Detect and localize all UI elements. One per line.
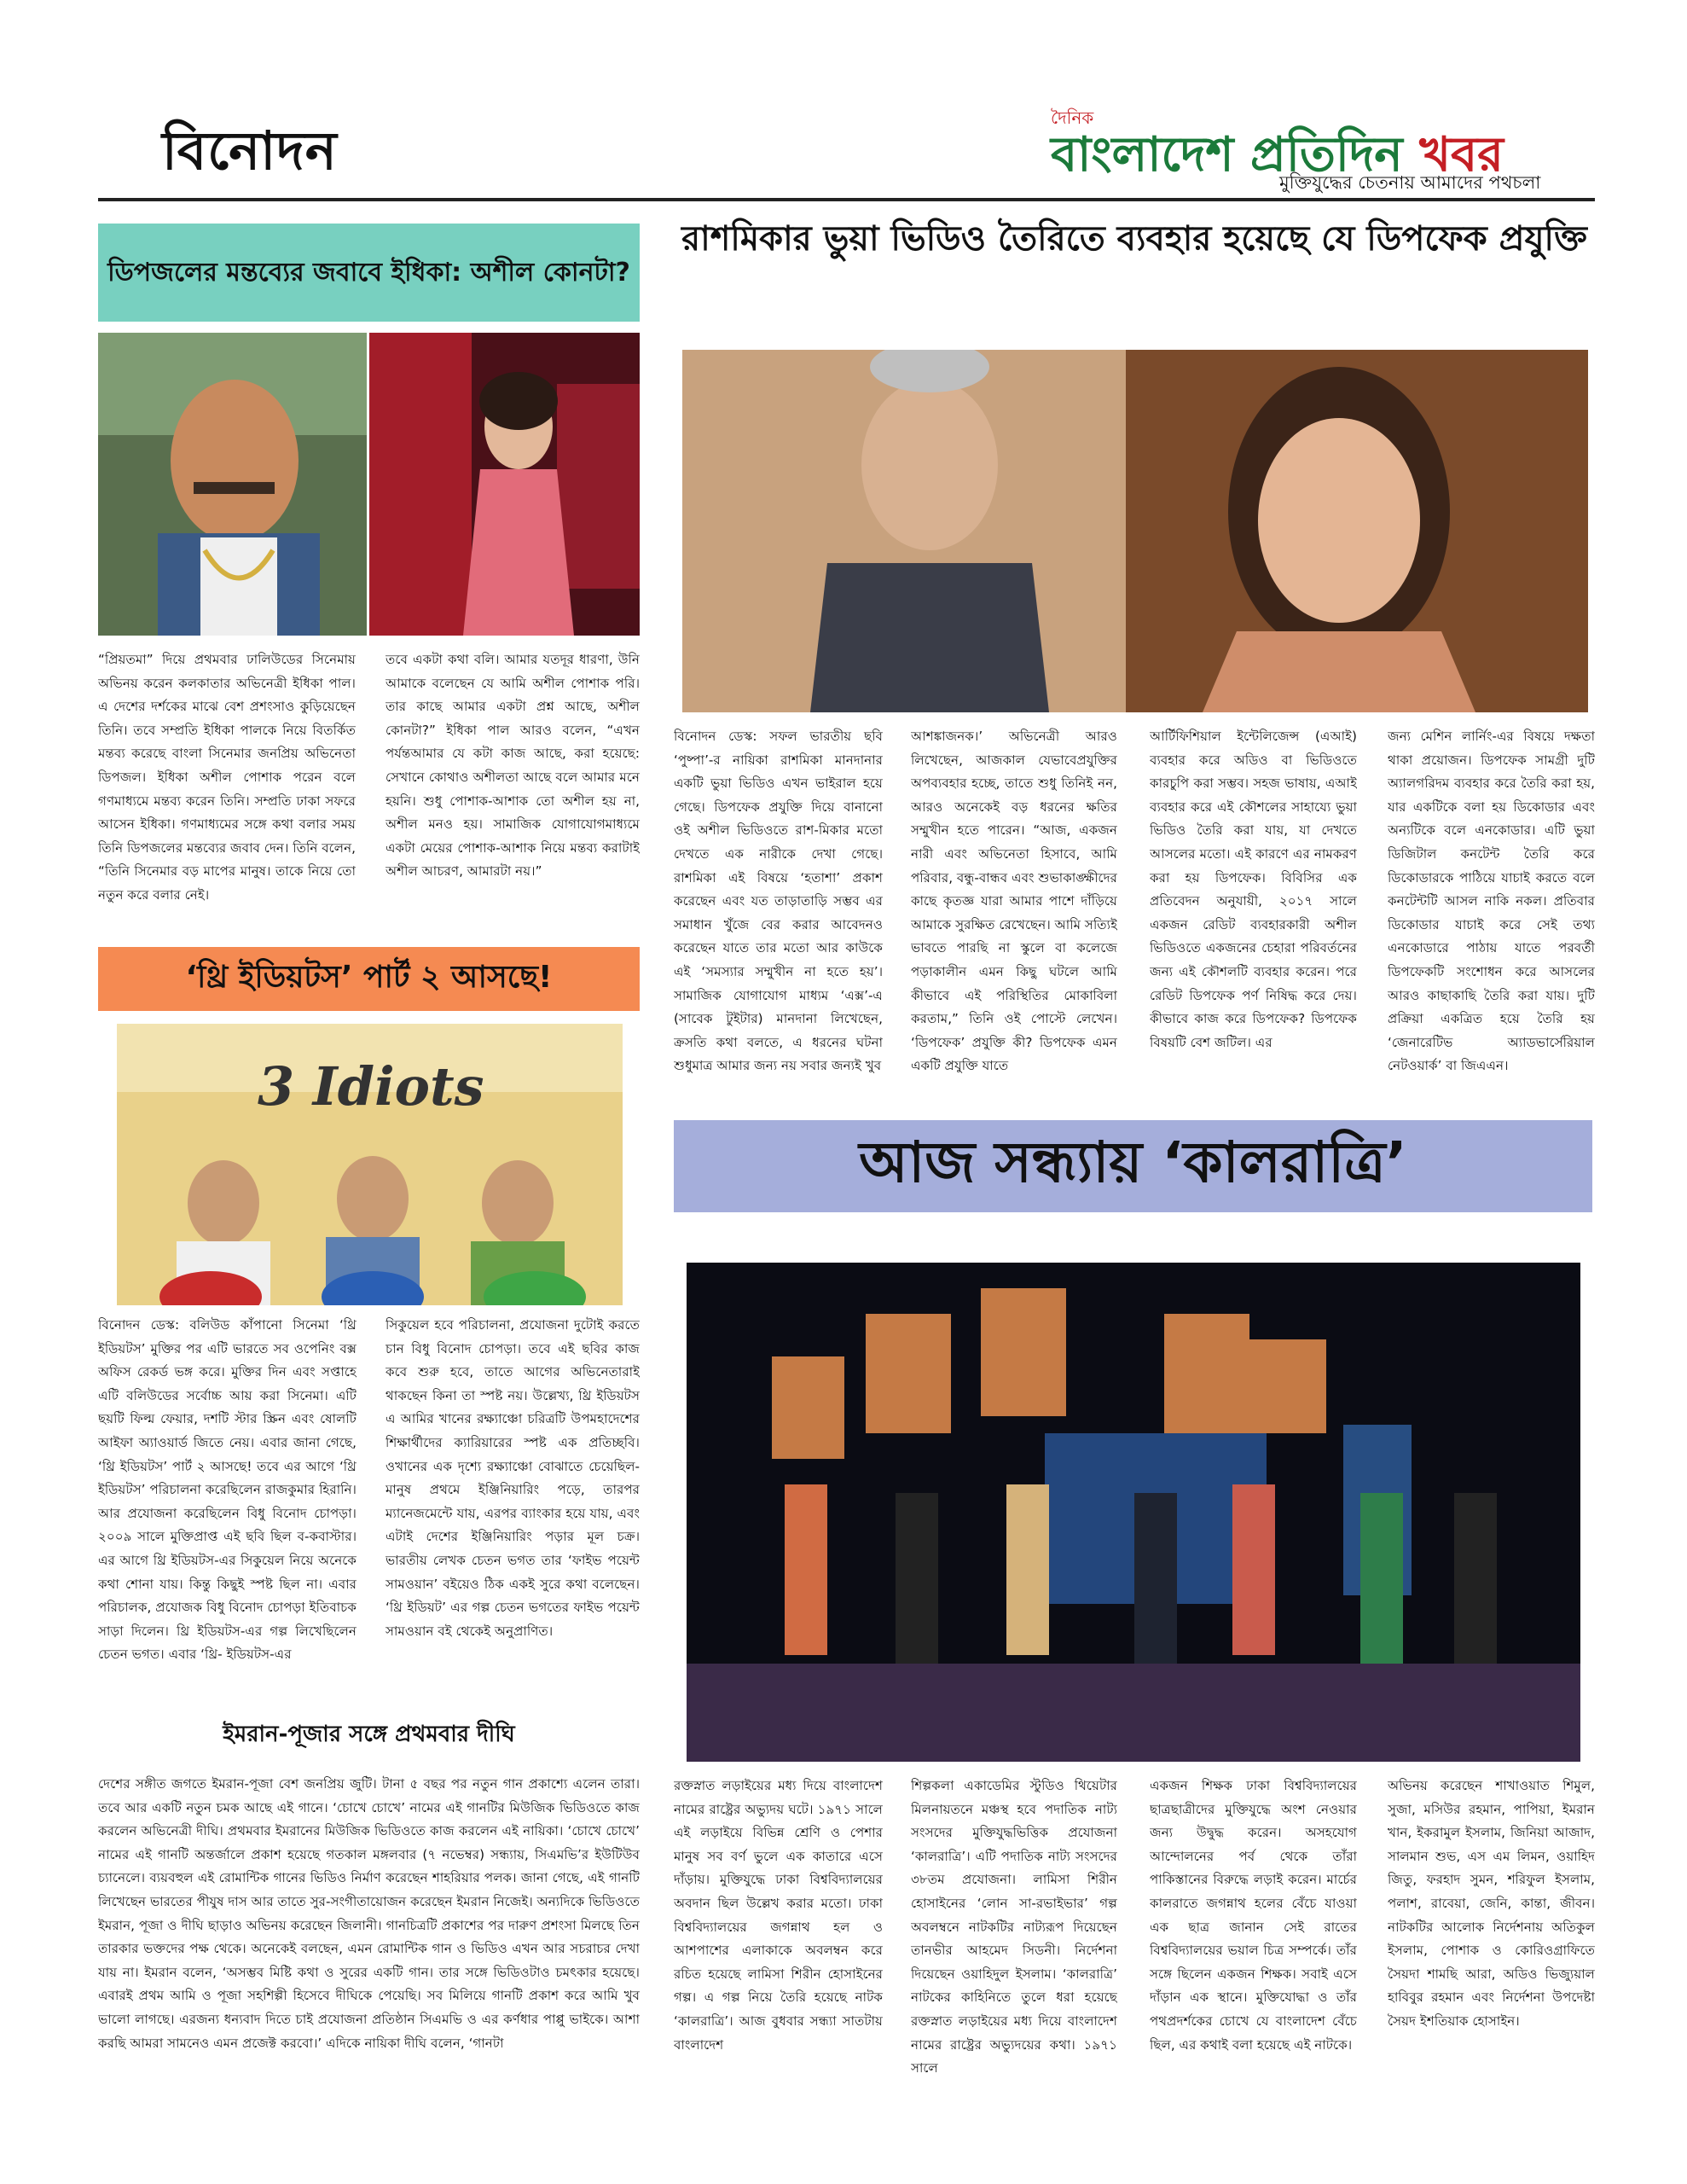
story2-headline: রাশমিকার ভুয়া ভিডিও তৈরিতে ব্যবহার হয়েছে যে ডিপফেক প্রযুক্তি [681, 219, 1587, 258]
story3-column-1: বিনোদন ডেস্ক: বলিউড কাঁপানো সিনেমা ‘থ্রি ইডিয়টস’ মুক্তির পর এটি ভারতে সব ওপেনিং বক্স অফিস রেকর্ড ভঙ্গ করে। মুক্তির দিন এবং সপ্তাহে এটি বলিউডের সর্বোচ্চ আয় করা সিনেমা। এটি ছয়টি ফিল্ম ফেয়ার, দশটি স্টার স্ক্রিন এবং ষোলটি আইফা অ্যাওয়ার্ড জিতে নেয়। এবার জানা গেছে, ‘থ্রি ইডিয়টস’ পার্ট ২ আসছে! তবে এর আগে ‘থ্রি ইডিয়টস’ পরিচালনা করেছিলেন রাজকুমার হিরানি। আর প্রযোজনা করেছিলেন বিধু বিনোদ চোপড়া। ২০০৯ সালে মুক্তিপ্রাপ্ত এই ছবি ছিল ব-কবাস্টার। এর আগে থ্রি ইডিয়টস-এর সিকুয়েল নিয়ে অনেকে কথা শোনা যায়। কিন্তু কিছুই স্পষ্ট ছিল না। এবার পরিচালক, প্রযোজক বিধু বিনোদ চোপড়া ইতিবাচক সাড়া দিলেন। থ্রি ইডিয়টস-এর গল্প লিখেছিলেন চেতন ভগত। এবার ‘থ্রি- ইডিয়টস-এর [98, 1317, 357, 1663]
story5-headline: আজ সন্ধ্যায় ‘কালরাত্রি’ [674, 1120, 1592, 1212]
story1-headline: ডিপজলের মন্তব্যের জবাবে ইধিকা: অশীল কোনটা? [98, 224, 640, 322]
story1-column-2: তবে একটা কথা বলি। আমার যতদূর ধারণা, উনি আমাকে বলেছেন যে আমি অশীল পোশাক পরি। তার কাছে আমার একটা প্রশ্ন আছে, অশীল কোনটা?” ইধিকা পাল আরও বলেন, “এখন পর্যন্তআমার যে কটা কাজ আছে, করা হয়েছে: সেখানে কোথাও অশীলতা আছে বলে আমার মনে হয়নি। শুধু পোশাক-আশাক তো অশীল হয় না, অশীল মনও হয়। সামাজিক যোগাযোগমাধ্যমে একটা মেয়ের পোশাক-আশাক নিয়ে মন্তব্য করাটাই অশীল আচরণ, আমারটা নয়।” [386, 652, 640, 880]
story2-photo [682, 350, 1588, 712]
story3-column-2: সিকুয়েল হবে পরিচালনা, প্রযোজনা দুটোই করতে চান বিধু বিনোদ চোপড়া। তবে এই ছবির কাজ কবে শুরু হবে, তাতে আগের অভিনেতারাই থাকছেন কিনা তা স্পষ্ট নয়। উল্লেখ্য, থ্রি ইডিয়টস এ আমির খানের রক্ষ্যাঞ্চো চরিত্রটি উপমহাদেশের শিক্ষার্থীদের ক্যারিয়ারের স্পষ্ট এক প্রতিচ্ছবি। ওখানের এক দৃশ্যে রক্ষ্যাঞ্চো বোঝাতে চেয়েছিল- মানুষ প্রথমে ইঞ্জিনিয়ারিং পড়ে, তারপর ম্যানেজমেন্টে যায়, এরপর ব্যাংকার হয়ে যায়, এবং এটাই দেশের ইঞ্জিনিয়ারিং পড়ার মূল চক্র। ভারতীয় লেখক চেতন ভগত তার ‘ফাইভ পয়েন্ট সামওয়ান’ বইয়েও ঠিক একই সুরে কথা বলেছেন। ‘থ্রি ইডিয়ট’ এর গল্প চেতন ভগতের ফাইভ পয়েন্ট সামওয়ান বই থেকেই অনুপ্রাণিত। [386, 1317, 640, 1639]
story4-headline: ইমরান-পূজার সঙ্গে প্রথমবার দীঘি [223, 1722, 515, 1747]
story2-column-3: আর্টিফিশিয়াল ইন্টেলিজেন্স (এআই) ব্যবহার করে অডিও বা ভিডিওতে কারচুপি করা সম্ভব। সহজ ভাষায়, এআই ব্যবহার করে এই কৌশলের সাহায্যে ভুয়া ভিডিও তৈরি করা যায়, যা দেখতে আসলের মতো। এই কারণে এর নামকরণ করা হয় ডিপফেক। বিবিসির এক প্রতিবেদন অনুযায়ী, ২০১৭ সালে একজন রেডিট ব্যবহারকারী অশীল ভিডিওতে একজনের চেহারা পরিবর্তনের জন্য এই কৌশলটি ব্যবহার করেন। পরে রেডিট ডিপফেক পর্ণ নিষিদ্ধ করে দেয়। কীভাবে কাজ করে ডিপফেক? ডিপফেক বিষয়টি বেশ জটিল। এর [1150, 729, 1357, 1050]
story1-photo-actor [98, 333, 367, 636]
story2-column-2: আশঙ্কাজনক।’ অভিনেত্রী আরও লিখেছেন, আজকাল যেভাবেপ্রযুক্তির অপব্যবহার হচ্ছে, তাতে শুধু তিনিই নন, আরও অনেকেই বড় ধরনের ক্ষতির সম্মুখীন হতে পারেন। “আজ, একজন নারী এবং অভিনেতা হিসাবে, আমি পরিবার, বন্ধু-বান্ধব এবং শুভাকাঙ্ক্ষীদের কাছে কৃতজ্ঞ যারা আমার পাশে দাঁড়িয়ে আমাকে সুরক্ষিত রেখেছেন। আমি সত্যিই ভাবতে পারছি না স্কুলে বা কলেজে পড়াকালীন এমন কিছু ঘটলে আমি কীভাবে এই পরিস্থিতির মোকাবিলা করতাম,” তিনি ওই পোস্টে লেখেন। ‘ডিপফেক’ প্রযুক্তি কী? ডিপফেক এমন একটি প্রযুক্তি যাতে [911, 729, 1117, 1074]
story5-photo [687, 1263, 1580, 1762]
story3-poster [117, 1024, 623, 1305]
story2-column-4: জন্য মেশিন লার্নিং-এর বিষয়ে দক্ষতা থাকা প্রয়োজন। ডিপফেক সামগ্রী দুটি অ্যালগরিদম ব্যবহার করে তৈরি করা হয়, যার একটিকে বলা হয় ডিকোডার এবং অন্যটিকে বলে এনকোডার। এটি ভুয়া ডিজিটাল কনটেন্ট তৈরি করে ডিকোডারকে পাঠিয়ে যাচাই করতে বলে কনটেন্টটি আসল নাকি নকল। প্রতিবার ডিকোডার যাচাই করে সেই তথ্য এনকোডারে পাঠায় যাতে পরবর্তী ডিপফেকটি সংশোধন করে আসলের আরও কাছাকাছি তৈরি করা যায়। দুটি প্রক্রিয়া একত্রিত হয়ে তৈরি হয় ‘জেনারেটিভ অ্যাডভার্সেরিয়াল নেটওয়ার্ক’ বা জিএএন। [1388, 729, 1595, 1074]
story3-headline: ‘থ্রি ইডিয়টস’ পার্ট ২ আসছে! [98, 947, 640, 1011]
poster-title: 3 Idiots [258, 1055, 484, 1118]
story1-photo-actress [369, 333, 640, 636]
masthead-small: দৈনিক [1051, 107, 1094, 128]
section-title: বিনোদন [162, 119, 338, 182]
story5-column-1: রক্তস্নাত লড়াইয়ের মধ্য দিয়ে বাংলাদেশ নামের রাষ্ট্রের অভ্যুদয় ঘটে। ১৯৭১ সালে এই লড়াইয়ে বিভিন্ন শ্রেণি ও পেশার মানুষ সব বর্ণ ভুলে এক কাতারে এসে দাঁড়ায়। মুক্তিযুদ্ধে ঢাকা বিশ্ববিদ্যালয়ের অবদান ছিল উল্লেখ করার মতো। ঢাকা বিশ্ববিদ্যালয়ের জগন্নাথ হল ও আশপাশের এলাকাকে অবলম্বন করে রচিত হয়েছে লামিসা শিরীন হোসাইনের গল্প। এ গল্প নিয়ে তৈরি হয়েছে নাটক ‘কালরাত্রি’। আজ বুধবার সন্ধ্যা সাতটায় বাংলাদেশ [674, 1778, 883, 2053]
story4-body: দেশের সঙ্গীত জগতে ইমরান-পূজা বেশ জনপ্রিয় জুটি। টানা ৫ বছর পর নতুন গান প্রকাশ্যে এলেন তারা। তবে আর একটি নতুন চমক আছে এই গানে। ‘চোখে চোখে’ নামের এই গানটির মিউজিক ভিডিওতে কাজ করলেন অভিনেত্রী দীঘি। প্রথমবার ইমরানের মিউজিক ভিডিওতে কাজ করলেন এই নায়িকা। ‘চোখে চোখে’ নামের এই গানটি অন্তর্জালে প্রকাশ হয়েছে গতকাল মঙ্গলবার (৭ নভেম্বর) সন্ধ্যায়, সিএমভি’র ইউটিউব চ্যানেলে। ব্যয়বহুল এই রোমান্টিক গানের ভিডিও নির্মাণ করেছেন শাহরিয়ার পলক। জানা গেছে, এই গানটি লিখেছেন ভারতের পীযুষ দাস আর তাতে সুর-সংগীতায়োজন করেছেন ইমরান নিজেই। অন্যদিকে ভিডিওতে ইমরান, পূজা ও দীঘি ছাড়াও অভিনয় করেছেন জিলানী। গানচিত্রটি প্রকাশের পর দারুণ প্রশংসা মিলছে তিন তারকার ভক্তদের পক্ষ থেকে। অনেকেই বলছেন, এমন রোমান্টিক গান ও ভিডিও এখন আর সচরাচর দেখা যায় না। ইমরান বলেন, ‘অসম্ভব মিষ্টি কথা ও সুরের একটি গান। তার সঙ্গে ভিডিওটাও চমৎকার হয়েছে। এবারই প্রথম আমি ও পূজা সহশিল্পী হিসেবে দীঘিকে পেয়েছি। সব মিলিয়ে গানটি প্রকাশ করে আমি খুব ভালো লাগছে। এরজন্য ধন্যবাদ দিতে চাই প্রযোজনা প্রতিষ্ঠান সিএমভি ও এর কর্ণধার পাপ্পু ভাইকে। আশা করছি আমরা সামনেও এমন প্রজেক্ট করবো।’ এদিকে নায়িকা দীঘি বলেন, ‘গানটা [98, 1776, 640, 2051]
story1-column-1: “প্রিয়তমা” দিয়ে প্রথমবার ঢালিউডের সিনেমায় অভিনয় করেন কলকাতার অভিনেত্রী ইধিকা পাল। এ দেশের দর্শকের মাঝে বেশ প্রশংসাও কুড়িয়েছেন তিনি। তবে সম্প্রতি ইধিকা পালকে নিয়ে বিতর্কিত মন্তব্য করেছে বাংলা সিনেমার জনপ্রিয় অভিনেতা ডিপজল। ইধিকা অশীল পোশাক পরেন বলে গণমাধ্যমে মন্তব্য করেন তিনি। সম্প্রতি ঢাকা সফরে আসেন ইধিকা। গণমাধ্যমের সঙ্গে কথা বলার সময় তিনি ডিপজলের মন্তব্যের জবাব দেন। তিনি বলেন, “তিনি সিনেমার বড় মাপের মানুষ। তাকে নিয়ে তো নতুন করে বলার নেই। [98, 652, 356, 903]
masthead-tagline: মুক্তিযুদ্ধের চেতনায় আমাদের পথচলা [1279, 172, 1541, 193]
story5-column-4: অভিনয় করেছেন শাখাওয়াত শিমুল, সুজা, মসিউর রহমান, পাপিয়া, ইমরান খান, ইকরামুল ইসলাম, জিনিয়া আজাদ, সালমান শুভ, এস এম লিমন, ওয়াহিদ জিতু, ফরহাদ সুমন, শরিফুল ইসলাম, পলাশ, রাবেয়া, জেনি, কান্তা, জীবন। নাটকটির আলোক নির্দেশনায় অতিকুল ইসলাম, পোশাক ও কোরিওগ্রাফিতে সৈয়দা শামছি আরা, অডিও ভিজ্যুয়াল হাবিবুর রহমান এবং নির্দেশনা উপদেষ্টা সৈয়দ ইশতিয়াক হোসাইন। [1388, 1778, 1595, 2029]
masthead-accent: খবর [1419, 127, 1504, 183]
masthead-name: বাংলাদেশ প্রতিদিন [1051, 127, 1403, 183]
story2-column-1: বিনোদন ডেস্ক: সফল ভারতীয় ছবি ‘পুষ্পা’-র নায়িকা রাশমিকা মানদানার একটি ভুয়া ভিডিও এখন ভাইরাল হয়ে গেছে। ডিপফেক প্রযুক্তি দিয়ে বানানো ওই অশীল ভিডিওতে রাশ-মিকার মতো দেখতে এক নারীকে দেখা গেছে। রাশমিকা এই বিষয়ে ‘হতাশা’ প্রকাশ করেছেন এবং যত তাড়াতাড়ি সম্ভব এর সমাধান খুঁজে বের করার আবেদনও করেছেন যাতে তার মতো আর কাউকে এই ‘সমস্যার সম্মুখীন না হতে হয়’। সামাজিক যোগাযোগ মাধ্যম ‘এক্স’-এ (সাবেক টুইটার) মানদানা লিখেছেন, ক্রসতি কথা বলতে, এ ধরনের ঘটনা শুধুমাত্র আমার জন্য নয় সবার জন্যই খুব [674, 729, 883, 1074]
header-rule [98, 198, 1595, 201]
story5-column-2: শিল্পকলা একাডেমির স্টুডিও থিয়েটার মিলনায়তনে মঞ্চস্থ হবে পদাতিক নাট্য সংসদের মুক্তিযুদ্ধভিত্তিক প্রযোজনা ‘কালরাত্রি’। এটি পদাতিক নাট্য সংসদের ৩৮তম প্রযোজনা। লামিসা শিরীন হোসাইনের ‘লোন সা-রভাইভার’ গল্প অবলম্বনে নাটকটির নাট্যরূপ দিয়েছেন তানভীর আহমেদ সিডনী। নির্দেশনা দিয়েছেন ওয়াহিদুল ইসলাম। ‘কালরাত্রি’ নাটকের কাহিনিতে তুলে ধরা হয়েছে রক্তস্নাত লড়াইয়ের মধ্য দিয়ে বাংলাদেশ নামের রাষ্ট্রের অভ্যুদয়ের কথা। ১৯৭১ সালে [911, 1778, 1117, 2077]
story5-column-3: একজন শিক্ষক ঢাকা বিশ্ববিদ্যালয়ের ছাত্রছাত্রীদের মুক্তিযুদ্ধে অংশ নেওয়ার জন্য উদ্বুদ্ধ করেন। অসহযোগ আন্দোলনের পর্ব থেকে তাঁরা পাকিস্তানের বিরুদ্ধে লড়াই করেন। মার্চের কালরাতে জগন্নাথ হলের বেঁচে যাওয়া এক ছাত্র জানান সেই রাতের বিশ্ববিদ্যালয়ের ভয়াল চিত্র সম্পর্কে। তাঁর সঙ্গে ছিলেন একজন শিক্ষক। সবাই এসে দাঁড়ান এক স্থানে। মুক্তিযোদ্ধা ও তাঁর পথপ্রদর্শকের চোখে যে বাংলাদেশ বেঁচে ছিল, এর কথাই বলা হয়েছে এই নাটকে। [1150, 1778, 1357, 2053]
